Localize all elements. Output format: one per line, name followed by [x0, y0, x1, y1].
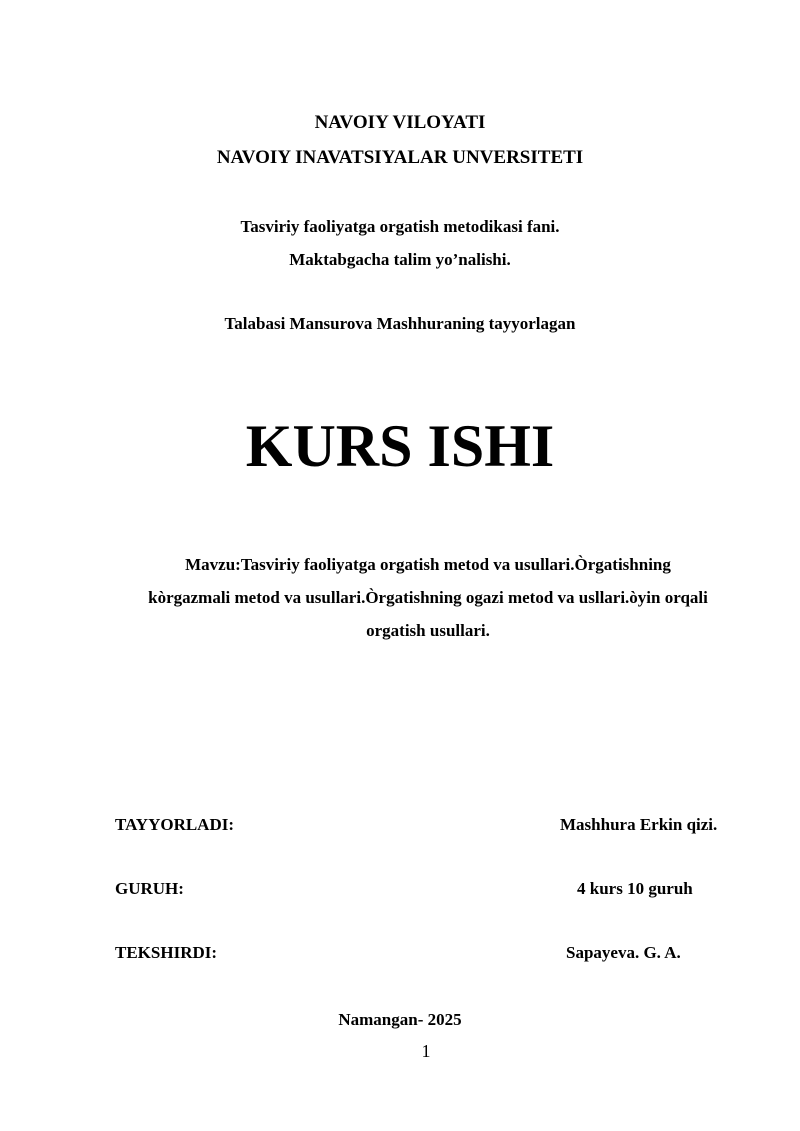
subject-line: Tasviriy faoliyatga orgatish metodikasi fani. — [240, 217, 560, 236]
page-number: 1 — [421, 1041, 431, 1061]
place-year: Namangan- 2025 — [338, 1010, 462, 1029]
direction-line: Maktabgacha talim yo’nalishi. — [289, 250, 511, 269]
student-line: Talabasi Mansurova Mashhuraning tayyorlagan — [224, 314, 576, 333]
topic-block — [110, 548, 746, 647]
topic-line-2: kòrgazmali metod va usullari.Òrgatishning ogazi metod va usllari.òyin orqali — [148, 588, 708, 607]
topic-line-1: Mavzu:Tasviriy faoliyatga orgatish metod va usullari.Òrgatishning — [185, 555, 671, 574]
checked-by-label: TEKSHIRDI: — [115, 943, 218, 962]
prepared-by-label: TAYYORLADI: — [115, 815, 235, 834]
group-label: GURUH: — [115, 879, 184, 898]
checked-by-value: Sapayeva. G. A. — [566, 943, 681, 962]
region-heading: NAVOIY VILOYATI — [314, 112, 486, 133]
prepared-by-value: Mashhura Erkin qizi. — [560, 815, 718, 834]
group-value: 4 kurs 10 guruh — [577, 879, 693, 898]
document-title: KURS ISHI — [245, 413, 555, 479]
topic-line-3: orgatish usullari. — [366, 621, 490, 640]
university-heading: NAVOIY INAVATSIYALAR UNVERSITETI — [216, 147, 584, 168]
